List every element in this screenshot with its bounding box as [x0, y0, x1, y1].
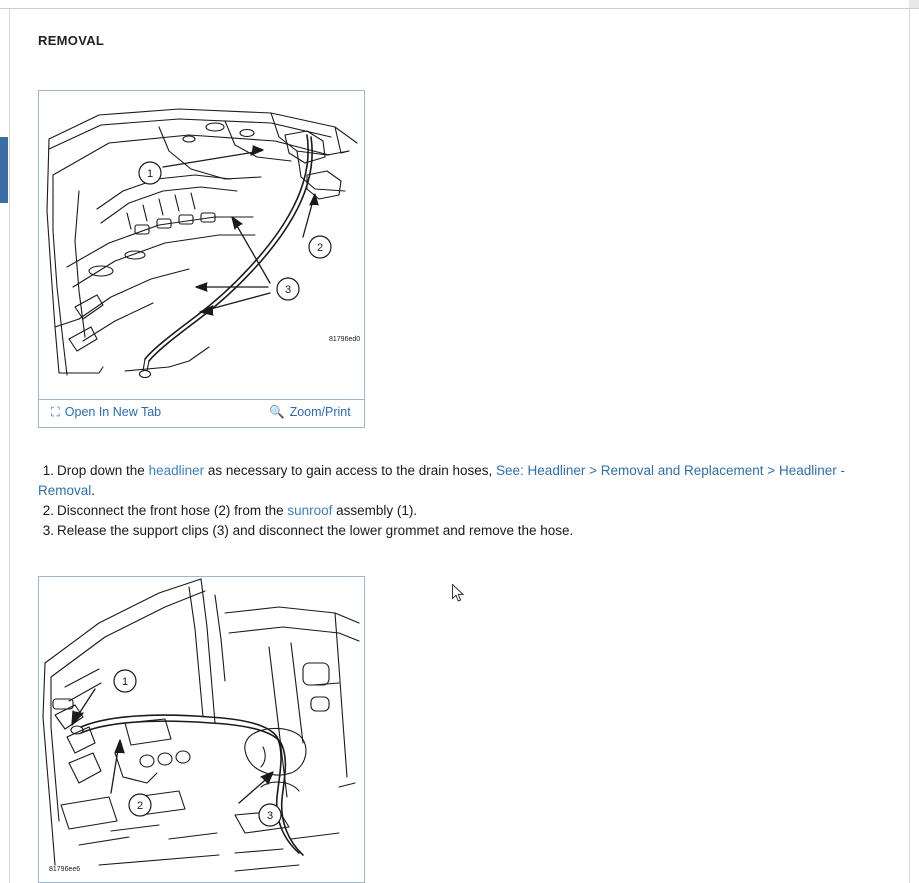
right-page-rail: [909, 9, 919, 883]
sunroof-link[interactable]: sunroof: [287, 503, 333, 518]
step-3-number: 3.: [42, 523, 54, 538]
svg-text:2: 2: [136, 800, 144, 812]
step-2-number: 2.: [42, 503, 54, 518]
mouse-cursor: [452, 584, 464, 603]
step-1-text-a: Drop down the: [57, 463, 149, 478]
headliner-link[interactable]: headliner: [148, 463, 205, 478]
figure-1-callout-1: [139, 162, 161, 184]
svg-text:3: 3: [266, 810, 274, 822]
figure-1-image[interactable]: [39, 91, 364, 378]
open-in-new-tab-label: Open In New Tab: [64, 405, 162, 419]
zoom-print-label: Zoom/Print: [289, 405, 351, 419]
sunroof-rear-drain-diagram: [39, 577, 364, 882]
figure-2-callout-3: [259, 804, 281, 826]
step-2-text-b: assembly (1).: [332, 503, 418, 518]
step-1: [38, 461, 883, 501]
removal-steps: [38, 461, 883, 541]
figure-2-part-code: 81796ee6: [49, 866, 81, 873]
page-title: REMOVAL: [38, 33, 105, 48]
open-in-new-tab-button[interactable]: [51, 405, 161, 420]
document-content: [10, 9, 909, 883]
zoom-print-button[interactable]: [269, 405, 351, 420]
step-1-text-b: as necessary to gain access to the drain hoses,: [204, 463, 497, 478]
step-2: [38, 501, 883, 521]
svg-text:1: 1: [146, 168, 154, 180]
left-page-rail: [0, 9, 10, 883]
headliner-removal-reference-link[interactable]: See: Headliner > Removal and Replacement > Headliner - Removal: [38, 463, 845, 498]
figure-1-callout-2: [309, 236, 331, 258]
window-top-strip: [0, 0, 919, 9]
step-1-text-c: .: [91, 483, 96, 498]
figure-1: [38, 90, 365, 428]
figure-2-callout-1: [114, 670, 136, 692]
svg-text:2: 2: [316, 242, 324, 254]
figure-1-toolbar: [39, 399, 364, 427]
step-2-text-a: Disconnect the front hose (2) from the: [57, 503, 288, 518]
step-3: [38, 521, 883, 541]
magnifier-icon: 🔍: [269, 405, 285, 419]
figure-2: [38, 576, 365, 883]
figure-2-callout-2: [129, 794, 151, 816]
step-3-text: Release the support clips (3) and disconnect the lower grommet and remove the hose.: [57, 523, 574, 538]
figure-1-callout-3: [277, 278, 299, 300]
sunroof-front-drain-diagram: [39, 91, 364, 378]
open-in-new-tab-icon: ⛶: [51, 405, 60, 419]
window-corner: [909, 0, 919, 8]
svg-text:1: 1: [121, 676, 129, 688]
figure-1-part-code: 81796ed0: [329, 336, 361, 343]
scroll-position-marker[interactable]: [0, 137, 8, 203]
figure-2-image[interactable]: [39, 577, 364, 882]
svg-text:3: 3: [284, 284, 292, 296]
step-1-number: 1.: [42, 463, 54, 478]
